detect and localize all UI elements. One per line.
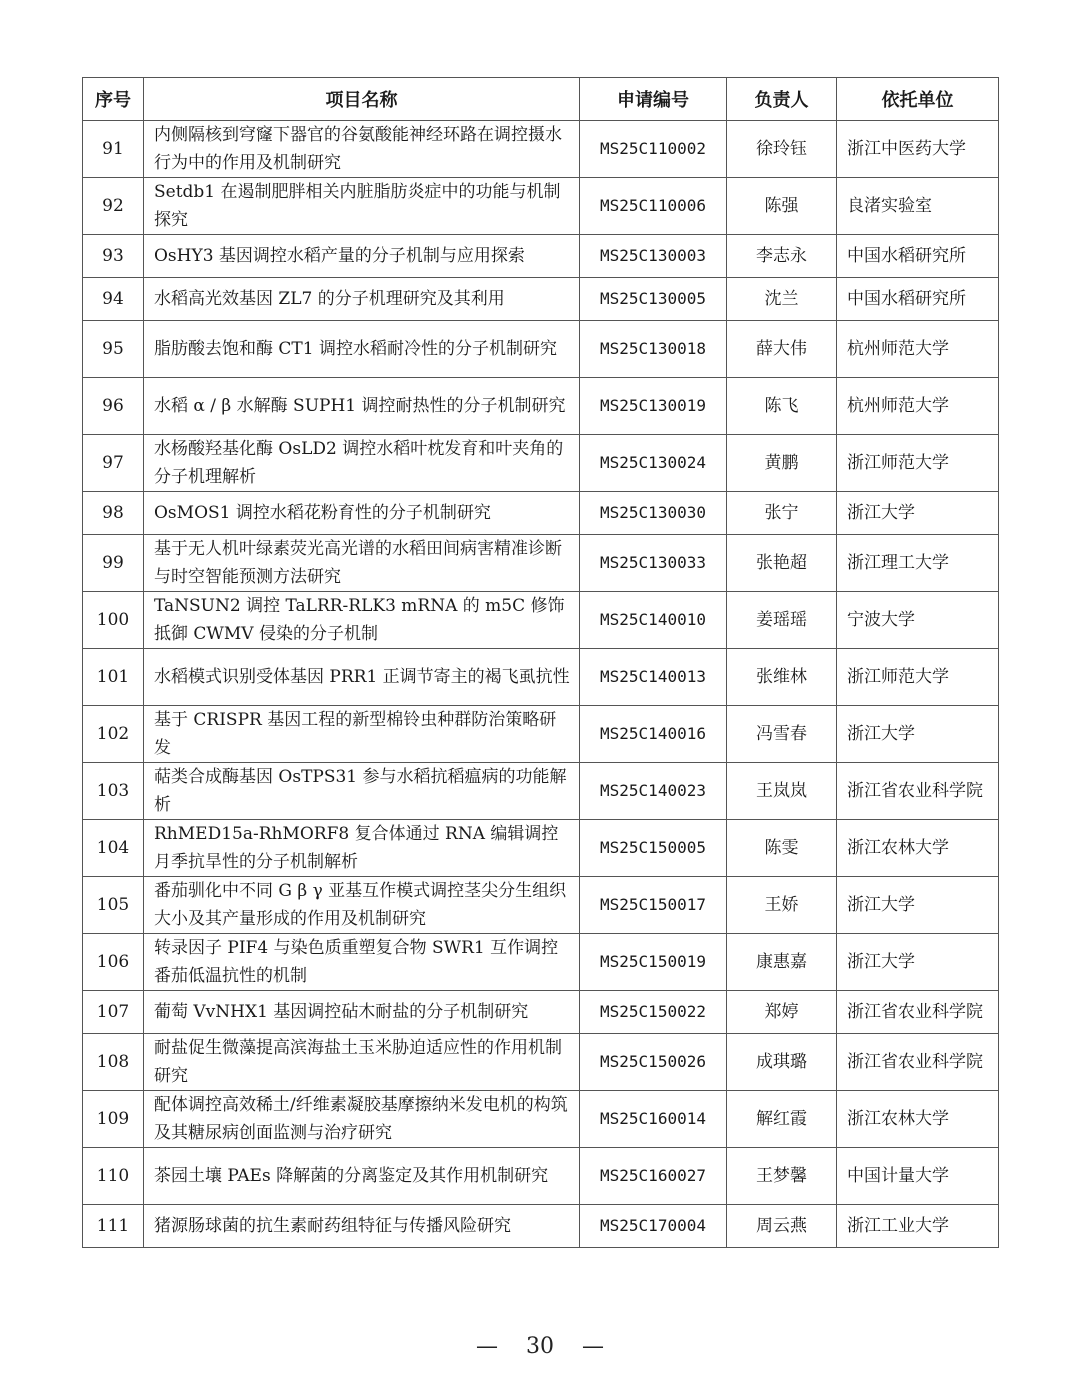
host-institution-cell: 宁波大学 <box>837 592 999 649</box>
application-code-cell: MS25C140013 <box>580 649 727 706</box>
table-row <box>83 1205 999 1248</box>
header-project-name: 项目名称 <box>144 78 580 121</box>
principal-investigator-cell: 王岚岚 <box>727 763 837 820</box>
application-code-cell: MS25C130033 <box>580 535 727 592</box>
project-name-cell: 番茄驯化中不同 G β γ 亚基互作模式调控茎尖分生组织大小及其产量形成的作用及机制研究 <box>144 877 580 934</box>
project-name-cell: 萜类合成酶基因 OsTPS31 参与水稻抗稻瘟病的功能解析 <box>144 763 580 820</box>
serial-no-cell: 110 <box>83 1148 144 1205</box>
host-institution-cell: 浙江大学 <box>837 706 999 763</box>
serial-no-cell: 92 <box>83 178 144 235</box>
table-row <box>83 178 999 235</box>
application-code-cell: MS25C170004 <box>580 1205 727 1248</box>
host-institution-cell: 浙江农林大学 <box>837 820 999 877</box>
table-row <box>83 378 999 435</box>
table-row <box>83 492 999 535</box>
host-institution-cell: 浙江工业大学 <box>837 1205 999 1248</box>
header-application-code: 申请编号 <box>580 78 727 121</box>
principal-investigator-cell: 姜瑶瑶 <box>727 592 837 649</box>
application-code-cell: MS25C130018 <box>580 321 727 378</box>
project-name-cell: 内侧隔核到穹窿下器官的谷氨酸能神经环路在调控摄水行为中的作用及机制研究 <box>144 121 580 178</box>
page-footer <box>0 1334 1080 1359</box>
table-row <box>83 1034 999 1091</box>
principal-investigator-cell: 沈兰 <box>727 278 837 321</box>
project-name-cell: 基于 CRISPR 基因工程的新型棉铃虫种群防治策略研发 <box>144 706 580 763</box>
project-name-cell: OsMOS1 调控水稻花粉育性的分子机制研究 <box>144 492 580 535</box>
principal-investigator-cell: 黄鹏 <box>727 435 837 492</box>
table-row <box>83 435 999 492</box>
principal-investigator-cell: 陈飞 <box>727 378 837 435</box>
footer-dash-left: — <box>476 1334 498 1359</box>
serial-no-cell: 99 <box>83 535 144 592</box>
table-row <box>83 934 999 991</box>
serial-no-cell: 93 <box>83 235 144 278</box>
project-name-cell: 耐盐促生微藻提高滨海盐土玉米胁迫适应性的作用机制研究 <box>144 1034 580 1091</box>
project-name-cell: Setdb1 在遏制肥胖相关内脏脂肪炎症中的功能与机制探究 <box>144 178 580 235</box>
project-name-cell: 茶园土壤 PAEs 降解菌的分离鉴定及其作用机制研究 <box>144 1148 580 1205</box>
application-code-cell: MS25C110006 <box>580 178 727 235</box>
table-row <box>83 321 999 378</box>
serial-no-cell: 107 <box>83 991 144 1034</box>
table-row <box>83 278 999 321</box>
table-row <box>83 706 999 763</box>
project-name-cell: 基于无人机叶绿素荧光高光谱的水稻田间病害精准诊断与时空智能预测方法研究 <box>144 535 580 592</box>
application-code-cell: MS25C150017 <box>580 877 727 934</box>
serial-no-cell: 100 <box>83 592 144 649</box>
host-institution-cell: 杭州师范大学 <box>837 321 999 378</box>
application-code-cell: MS25C110002 <box>580 121 727 178</box>
host-institution-cell: 浙江省农业科学院 <box>837 1034 999 1091</box>
table-header-row <box>83 78 999 121</box>
serial-no-cell: 103 <box>83 763 144 820</box>
table-row <box>83 820 999 877</box>
table-row <box>83 1091 999 1148</box>
principal-investigator-cell: 冯雪春 <box>727 706 837 763</box>
table-row <box>83 1148 999 1205</box>
project-name-cell: 转录因子 PIF4 与染色质重塑复合物 SWR1 互作调控番茄低温抗性的机制 <box>144 934 580 991</box>
serial-no-cell: 105 <box>83 877 144 934</box>
principal-investigator-cell: 周云燕 <box>727 1205 837 1248</box>
page-number: 30 <box>526 1334 554 1359</box>
header-serial-no: 序号 <box>83 78 144 121</box>
host-institution-cell: 浙江大学 <box>837 492 999 535</box>
application-code-cell: MS25C140023 <box>580 763 727 820</box>
project-name-cell: 脂肪酸去饱和酶 CT1 调控水稻耐冷性的分子机制研究 <box>144 321 580 378</box>
project-name-cell: 猪源肠球菌的抗生素耐药组特征与传播风险研究 <box>144 1205 580 1248</box>
application-code-cell: MS25C140010 <box>580 592 727 649</box>
table-row <box>83 649 999 706</box>
application-code-cell: MS25C130003 <box>580 235 727 278</box>
table-row <box>83 121 999 178</box>
serial-no-cell: 97 <box>83 435 144 492</box>
principal-investigator-cell: 王娇 <box>727 877 837 934</box>
project-name-cell: 水稻模式识别受体基因 PRR1 正调节寄主的褐飞虱抗性 <box>144 649 580 706</box>
host-institution-cell: 良渚实验室 <box>837 178 999 235</box>
host-institution-cell: 浙江省农业科学院 <box>837 991 999 1034</box>
host-institution-cell: 浙江大学 <box>837 877 999 934</box>
host-institution-cell: 浙江理工大学 <box>837 535 999 592</box>
application-code-cell: MS25C160027 <box>580 1148 727 1205</box>
serial-no-cell: 104 <box>83 820 144 877</box>
application-code-cell: MS25C150026 <box>580 1034 727 1091</box>
project-name-cell: 水稻 α / β 水解酶 SUPH1 调控耐热性的分子机制研究 <box>144 378 580 435</box>
project-table <box>82 77 999 1248</box>
host-institution-cell: 杭州师范大学 <box>837 378 999 435</box>
project-name-cell: OsHY3 基因调控水稻产量的分子机制与应用探索 <box>144 235 580 278</box>
application-code-cell: MS25C150019 <box>580 934 727 991</box>
serial-no-cell: 95 <box>83 321 144 378</box>
application-code-cell: MS25C130030 <box>580 492 727 535</box>
application-code-cell: MS25C150022 <box>580 991 727 1034</box>
application-code-cell: MS25C130005 <box>580 278 727 321</box>
principal-investigator-cell: 郑婷 <box>727 991 837 1034</box>
principal-investigator-cell: 李志永 <box>727 235 837 278</box>
principal-investigator-cell: 王梦馨 <box>727 1148 837 1205</box>
principal-investigator-cell: 陈雯 <box>727 820 837 877</box>
principal-investigator-cell: 张艳超 <box>727 535 837 592</box>
serial-no-cell: 101 <box>83 649 144 706</box>
project-name-cell: TaNSUN2 调控 TaLRR-RLK3 mRNA 的 m5C 修饰抵御 CWMV 侵染的分子机制 <box>144 592 580 649</box>
host-institution-cell: 浙江大学 <box>837 934 999 991</box>
serial-no-cell: 106 <box>83 934 144 991</box>
serial-no-cell: 91 <box>83 121 144 178</box>
serial-no-cell: 98 <box>83 492 144 535</box>
application-code-cell: MS25C150005 <box>580 820 727 877</box>
footer-dash-right: — <box>582 1334 604 1359</box>
principal-investigator-cell: 解红霞 <box>727 1091 837 1148</box>
host-institution-cell: 浙江省农业科学院 <box>837 763 999 820</box>
serial-no-cell: 108 <box>83 1034 144 1091</box>
principal-investigator-cell: 康惠嘉 <box>727 934 837 991</box>
serial-no-cell: 96 <box>83 378 144 435</box>
header-host-institution: 依托单位 <box>837 78 999 121</box>
table-row <box>83 763 999 820</box>
host-institution-cell: 中国水稻研究所 <box>837 278 999 321</box>
table-row <box>83 877 999 934</box>
project-name-cell: 配体调控高效稀土/纤维素凝胶基摩擦纳米发电机的构筑及其糖尿病创面监测与治疗研究 <box>144 1091 580 1148</box>
principal-investigator-cell: 成琪璐 <box>727 1034 837 1091</box>
table-row <box>83 991 999 1034</box>
application-code-cell: MS25C140016 <box>580 706 727 763</box>
serial-no-cell: 102 <box>83 706 144 763</box>
serial-no-cell: 94 <box>83 278 144 321</box>
header-principal-investigator: 负责人 <box>727 78 837 121</box>
host-institution-cell: 浙江农林大学 <box>837 1091 999 1148</box>
table-body <box>83 121 999 1248</box>
project-name-cell: 水稻高光效基因 ZL7 的分子机理研究及其利用 <box>144 278 580 321</box>
project-name-cell: 葡萄 VvNHX1 基因调控砧木耐盐的分子机制研究 <box>144 991 580 1034</box>
table-row <box>83 535 999 592</box>
serial-no-cell: 111 <box>83 1205 144 1248</box>
table-row <box>83 592 999 649</box>
principal-investigator-cell: 张维林 <box>727 649 837 706</box>
host-institution-cell: 浙江师范大学 <box>837 649 999 706</box>
principal-investigator-cell: 徐玲钰 <box>727 121 837 178</box>
host-institution-cell: 浙江中医药大学 <box>837 121 999 178</box>
application-code-cell: MS25C130019 <box>580 378 727 435</box>
host-institution-cell: 浙江师范大学 <box>837 435 999 492</box>
serial-no-cell: 109 <box>83 1091 144 1148</box>
host-institution-cell: 中国计量大学 <box>837 1148 999 1205</box>
principal-investigator-cell: 薛大伟 <box>727 321 837 378</box>
principal-investigator-cell: 陈强 <box>727 178 837 235</box>
project-name-cell: 水杨酸羟基化酶 OsLD2 调控水稻叶枕发育和叶夹角的分子机理解析 <box>144 435 580 492</box>
table-row <box>83 235 999 278</box>
application-code-cell: MS25C160014 <box>580 1091 727 1148</box>
project-name-cell: RhMED15a-RhMORF8 复合体通过 RNA 编辑调控月季抗旱性的分子机制解析 <box>144 820 580 877</box>
principal-investigator-cell: 张宁 <box>727 492 837 535</box>
host-institution-cell: 中国水稻研究所 <box>837 235 999 278</box>
application-code-cell: MS25C130024 <box>580 435 727 492</box>
